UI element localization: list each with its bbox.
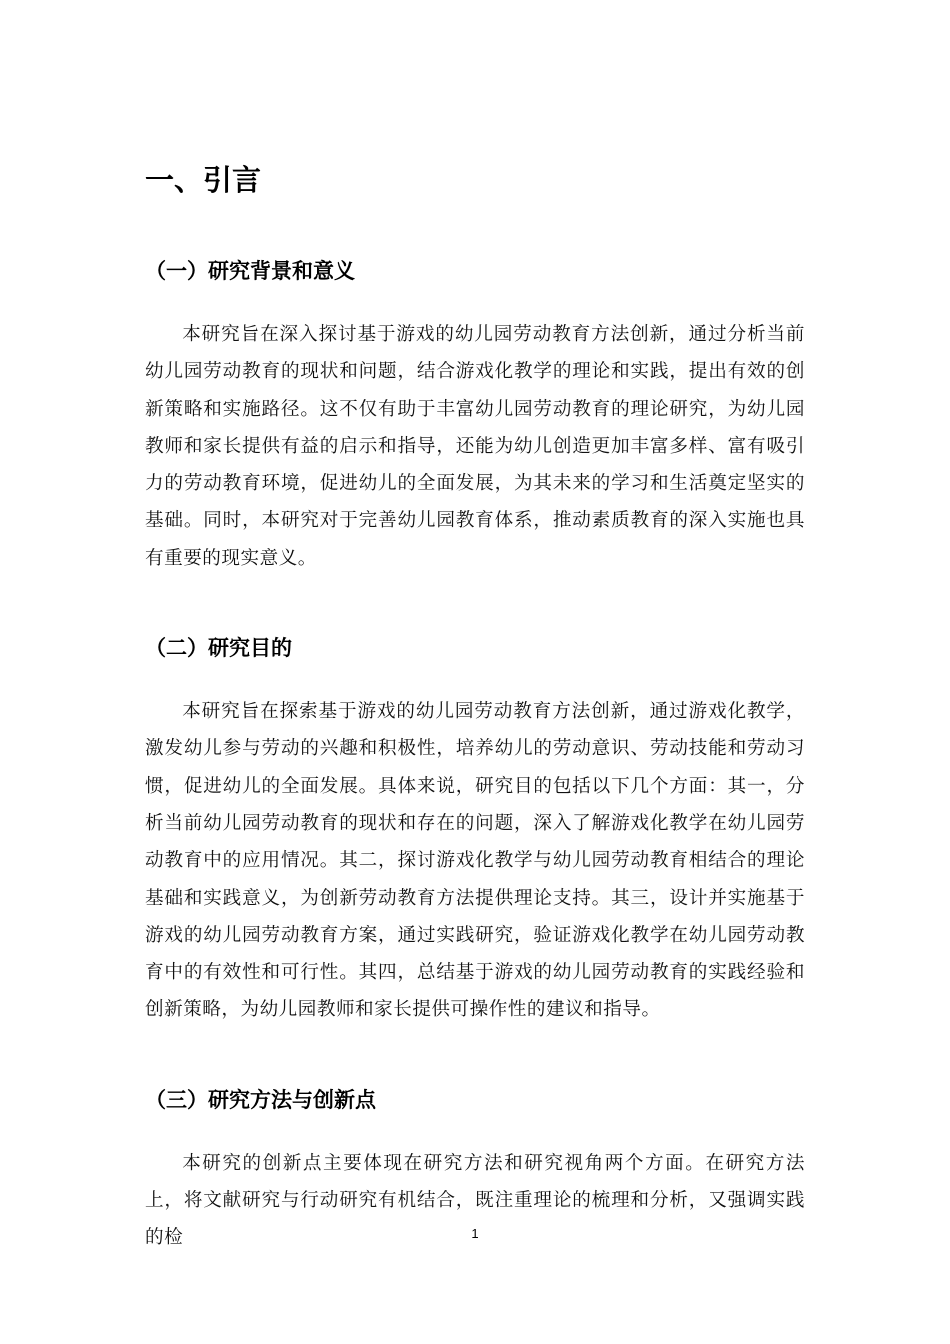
paragraph-background: 本研究旨在深入探讨基于游戏的幼儿园劳动教育方法创新，通过分析当前幼儿园劳动教育的现状和问题，结合游戏化教学的理论和实践，提出有效的创新策略和实施路径。这不仅有助于丰富幼儿园劳动教育的理论研究，为幼儿园教师和家长提供有益的启示和指导，还能为幼儿创造更加丰富多样、富有吸引力的劳动教育环境，促进幼儿的全面发展，为其未来的学习和生活奠定坚实的基础。同时，本研究对于完善幼儿园教育体系，推动素质教育的深入实施也具有重要的现实意义。 <box>145 324 805 569</box>
spacer <box>145 200 805 256</box>
section-heading-purpose: （二）研究目的 <box>145 636 292 661</box>
paragraph-purpose: 本研究旨在探索基于游戏的幼儿园劳动教育方法创新，通过游戏化教学，激发幼儿参与劳动的兴趣和积极性，培养幼儿的劳动意识、劳动技能和劳动习惯，促进幼儿的全面发展。具体来说，研究目的包括以下几个方面：其一，分析当前幼儿园劳动教育的现状和存在的问题，深入了解游戏化教学在幼儿园劳动教育中的应用情况。其二，探讨游戏化教学与幼儿园劳动教育相结合的理论基础和实践意义，为创新劳动教育方法提供理论支持。其三，设计并实施基于游戏的幼儿园劳动教育方案，通过实践研究，验证游戏化教学在幼儿园劳动教育中的有效性和可行性。其四，总结基于游戏的幼儿园劳动教育的实践经验和创新策略，为幼儿园教师和家长提供可操作性的建议和指导。 <box>145 701 805 1021</box>
chapter-title: 一、引言 <box>145 163 262 197</box>
section-heading-methods: （三）研究方法与创新点 <box>145 1087 376 1112</box>
page-content <box>145 160 805 1257</box>
spacer <box>145 1029 805 1085</box>
paragraph-methods: 本研究的创新点主要体现在研究方法和研究视角两个方面。在研究方法上，将文献研究与行动研究有机结合，既注重理论的梳理和分析，又强调实践的检 <box>145 1152 805 1249</box>
page-number: 1 <box>471 1226 479 1241</box>
spacer <box>145 286 805 316</box>
section-heading-background: （一）研究背景和意义 <box>145 259 355 283</box>
spacer <box>145 1115 805 1145</box>
spacer <box>145 577 805 633</box>
spacer <box>145 663 805 693</box>
